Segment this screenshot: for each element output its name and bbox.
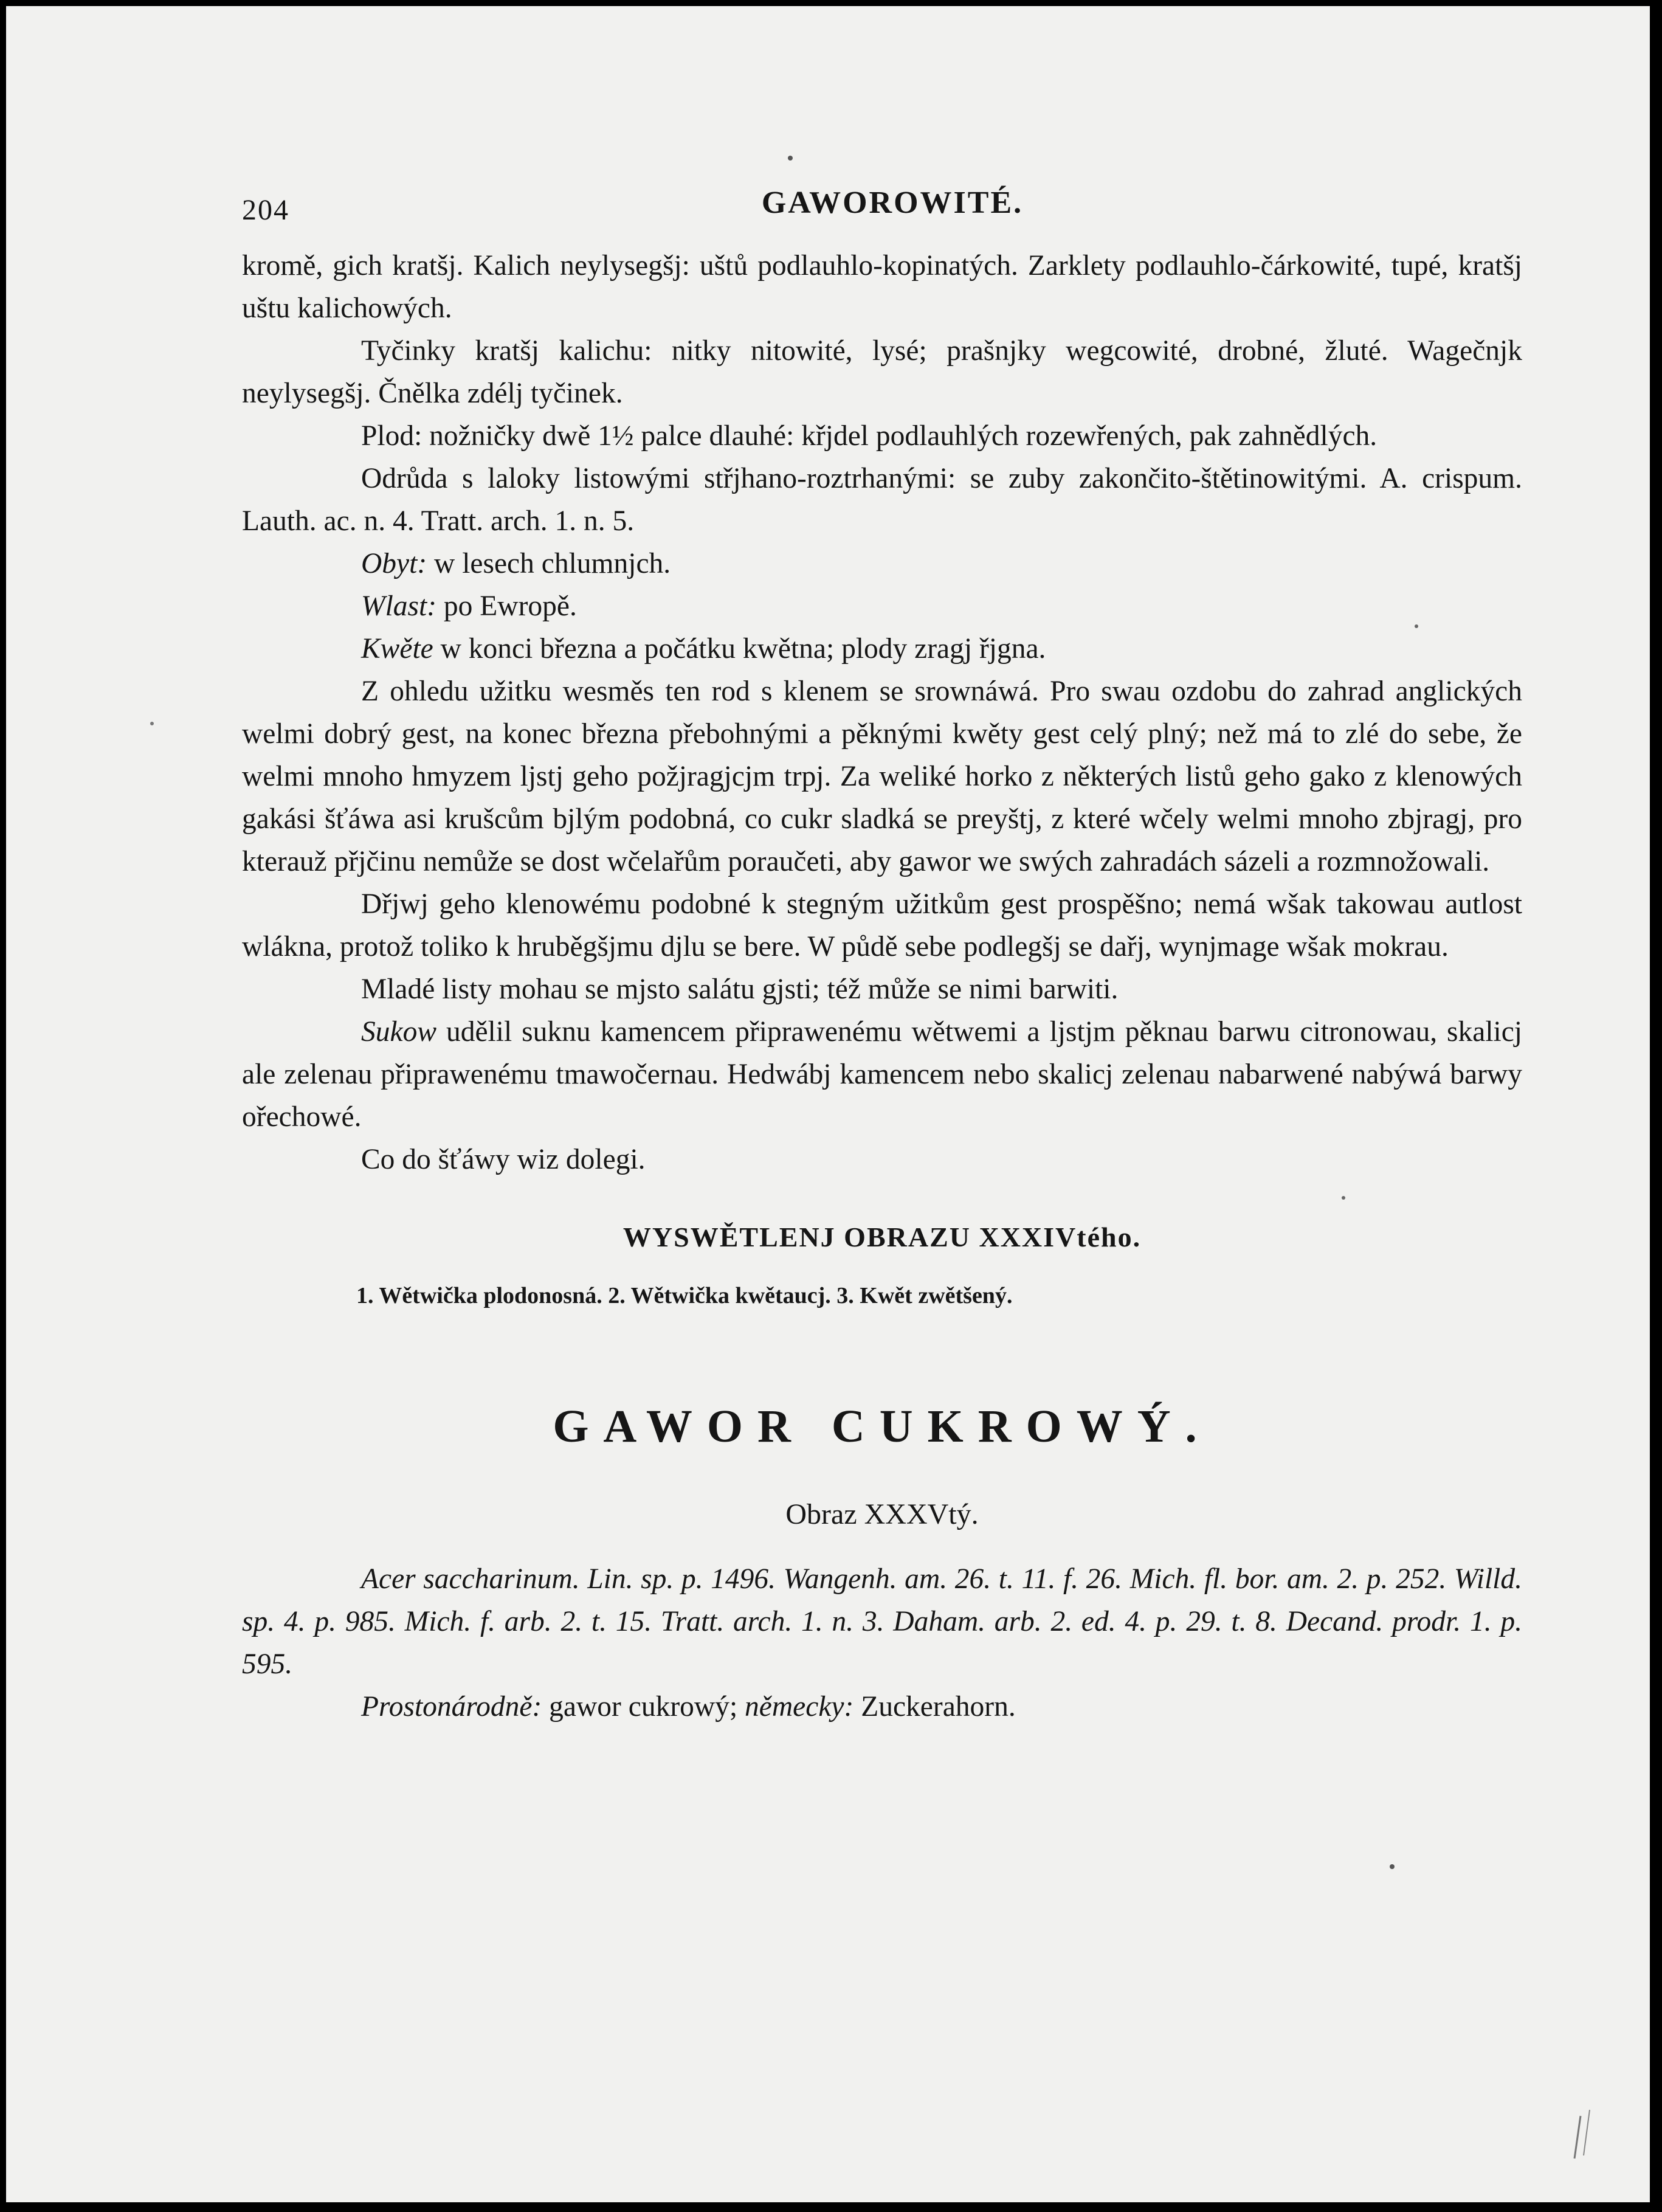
common-name-value-2: Zuckerahorn. [861,1691,1016,1723]
common-name-label-1: Prostonárodně: [361,1691,542,1723]
running-head: GAWOROWITÉ. [761,185,1024,220]
common-name-label-2: německy: [745,1691,854,1723]
field-origin [242,585,1522,627]
paragraph-fruit: Plod: nožničky dwě 1½ palce dlauhé: křjdel podlauhlých rozewřených, pak zahnědlých. [361,420,1378,452]
paragraph-stamens: Tyčinky kratšj kalichu: nitky nitowité, lysé; prašnjky wegcowité, drobné, žluté. Wagečnjk neylysegšj. Čnělka zdélj tyčinek. [242,335,1522,409]
paragraph-leaves: Mladé listy mohau se mjsto salátu gjsti; též může se nimi barwiti. [361,973,1119,1005]
paragraph-calyx: kromě, gich kratšj. Kalich neylysegšj: uštů podlauhlo-kopinatých. Zarklety podlauhlo-čárkowité, tupé, kratšj uštu kalichowých. [242,250,1522,324]
field-habitat-value: w lesech chlumnjch. [434,548,671,579]
plate-explanation-heading: WYSWĚTLENJ OBRAZU XXXIVtého. [622,1222,1142,1253]
species-common-names [242,1685,1522,1728]
field-origin-value: po Ewropě. [443,590,577,622]
paragraph-wood: Dřjwj geho klenowému podobné k stegným užitkům gest prospěšno; nemá wšak takowau autlost wlákna, protož toliko k hruběgšjmu djlu se bere. W půdě sebe podlegšj se dařj, wynjmage wšak mokrau. [242,888,1522,963]
page-header [242,180,1543,229]
species-synonyms: Acer saccharinum. Lin. sp. p. 1496. Wangenh. am. 26. t. 11. f. 26. Mich. fl. bor. am. 2. p. 252. Willd. sp. 4. p. 985. Mich. f. arb. 2. t. 15. Tratt. arch. 1. n. 3. Daham. arb. 2. ed. 4. p. 29. t. 8. Decand. prodr. 1. p. 595. [242,1563,1522,1680]
page-body [242,244,1522,1728]
species-title: GAWOR CUKROWÝ. [553,1401,1212,1452]
book-page [6,6,1650,2202]
page-number: 204 [242,194,289,226]
field-habitat-label: Obyt: [361,548,427,579]
field-flowering [242,627,1522,670]
plate-number: Obraz XXXVtý. [785,1498,979,1530]
paragraph-variety: Odrůda s laloky listowými střjhano-roztrhanými: se zuby zakončito-štětinowitými. A. crispum. Lauth. ac. n. 4. Tratt. arch. 1. n. 5. [242,463,1522,537]
paragraph-uses: Z ohledu užitku wesměs ten rod s klenem se srownáwá. Pro swau ozdobu do zahrad anglických welmi dobrý gest, na konec března přebohnými a pěknými kwěty gest celý plný; než má to zlé do sebe, že welmi mnoho hmyzem ljstj geho požjragjcjm trpj. Za weliké horko z některých listů geho gako z klenowých gakási šťáwa asi krušcům bjlým podobná, co cukr sladká se preyštj, z které wčely welmi mnoho zbjragj, pro kterauž přjčinu nemůže se dost wčelařům poraučeti, aby gawor we swých zahradách sázeli a rozmnožowali. [242,676,1522,877]
author-sukow: Sukow [361,1016,437,1048]
paragraph-sap-ref: Co do šťáwy wiz dolegi. [361,1144,646,1175]
paragraph-dye-text: udělil suknu kamencem připrawenému wětwemi a ljstjm pěknau barwu citronowau, skalicj ale zelenau připrawenému tmawočernau. Hedwábj kamencem nebo skalicj zelenau nabarwené nabýwá barwy ořechowé. [242,1016,1523,1133]
field-flowering-value: w konci března a počátku kwětna; plody zragj řjgna. [440,633,1046,665]
paragraph-dye [242,1011,1522,1138]
field-habitat [242,542,1522,585]
common-name-value-1: gawor cukrowý; [549,1691,738,1723]
field-origin-label: Wlast: [361,590,437,622]
field-flowering-label: Kwěte [361,633,433,665]
plate-figure-caption: 1. Wětwička plodonosná. 2. Wětwička kwětaucj. 3. Kwět zwětšený. [356,1283,1013,1308]
